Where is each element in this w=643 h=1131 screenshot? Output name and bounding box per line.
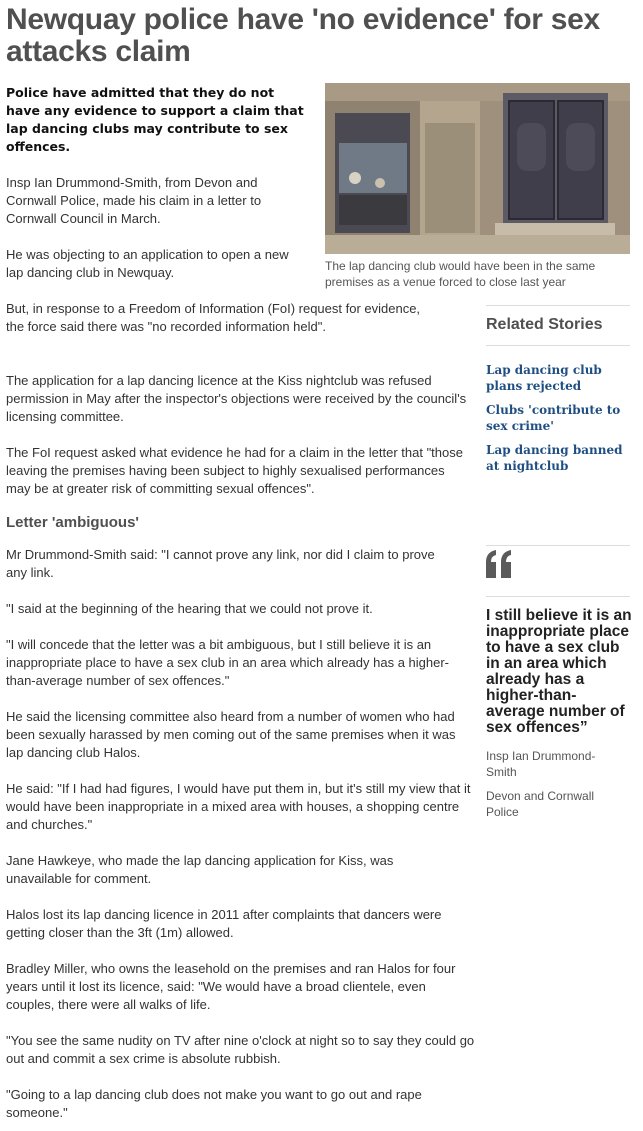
pull-quote-text: I still believe it is an inappropriate place to have a sex club in an area which already has a higher-than-average number of sex offences” — [486, 607, 632, 736]
subheading: Letter 'ambiguous' — [6, 514, 139, 531]
divider — [486, 545, 630, 546]
body-paragraph: He was objecting to an application to open a new lap dancing club in Newquay. — [6, 247, 289, 280]
body-paragraph: "You see the same nudity on TV after nine o'clock at night so to say they could go out and commit a sex crime is absolute rubbish. — [6, 1033, 475, 1066]
related-link[interactable]: Lap dancing banned at nightclub — [486, 443, 623, 473]
quote-attribution-org: Devon and Cornwall Police — [486, 789, 595, 819]
body-paragraph: The application for a lap dancing licence at the Kiss nightclub was refused permission in May after the inspector's objections were received by the council's licensing committee. — [6, 373, 467, 424]
body-paragraph: But, in response to a Freedom of Information (FoI) request for evidence, the force said there was "no recorded information held". — [6, 301, 421, 334]
quote-attribution-name: Insp Ian Drummond-Smith — [486, 749, 596, 779]
body-paragraph: He said the licensing committee also heard from a number of women who had been sexually harassed by men coming out of the same premises when it was lap dancing club Halos. — [6, 709, 456, 760]
body-paragraph: Insp Ian Drummond-Smith, from Devon and Cornwall Police, made his claim in a letter to Cornwall Council in March. — [6, 175, 262, 226]
body-paragraph: He said: "If I had had figures, I would have put them in, but it's still my view that it would have been inappropriate in a mixed area with houses, a shopping centre and churches." — [6, 781, 471, 832]
headline: Newquay police have 'no evidence' for sex attacks claim — [6, 3, 600, 68]
article-photo — [325, 83, 630, 254]
divider — [486, 305, 630, 306]
divider — [486, 345, 630, 346]
body-paragraph: The FoI request asked what evidence he had for a claim in the letter that "those leaving the premises having been subject to highly sexualised performances may be at greater risk of committing sexual offences". — [6, 445, 463, 496]
body-paragraph: "Going to a lap dancing club does not make you want to go out and rape someone." — [6, 1087, 422, 1120]
divider — [486, 596, 630, 597]
body-paragraph: "I said at the beginning of the hearing that we could not prove it. — [6, 601, 373, 616]
body-paragraph: Mr Drummond-Smith said: "I cannot prove any link, nor did I claim to prove any link. — [6, 547, 435, 580]
nightclub-entrance-image — [325, 83, 630, 254]
related-link[interactable]: Clubs 'contribute to sex crime' — [486, 403, 621, 433]
quote-mark-icon — [484, 548, 514, 586]
body-paragraph: Bradley Miller, who owns the leasehold on the premises and ran Halos for four years until it lost its licence, said: "We would have a broad clientele, even couples, there were all walks of life. — [6, 961, 456, 1012]
related-stories-title: Related Stories — [486, 316, 603, 333]
related-link[interactable]: Lap dancing club plans rejected — [486, 363, 602, 393]
body-paragraph: Halos lost its lap dancing licence in 2011 after complaints that dancers were getting closer than the 3ft (1m) allowed. — [6, 907, 442, 940]
body-paragraph: Jane Hawkeye, who made the lap dancing application for Kiss, was unavailable for comment. — [6, 853, 394, 886]
photo-caption: The lap dancing club would have been in the same premises as a venue forced to close last year — [325, 259, 596, 289]
body-paragraph: "I will concede that the letter was a bit ambiguous, but I still believe it is an inappropriate place to have a sex club in an area which already has a higher-than-average number of sex offences." — [6, 637, 449, 688]
intro-paragraph: Police have admitted that they do not have any evidence to support a claim that lap dancing clubs may contribute to sex offences. — [6, 85, 304, 154]
